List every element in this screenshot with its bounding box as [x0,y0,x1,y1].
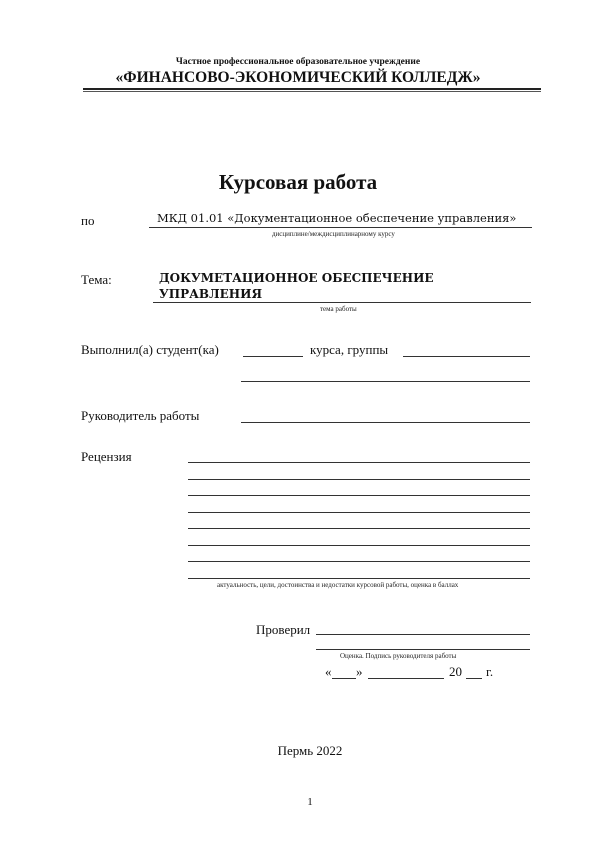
page-number: 1 [307,796,313,808]
discipline-value: МКД 01.01 «Документационное обеспечение управления» [157,211,517,225]
college-name: «ФИНАНСОВО-ЭКОНОМИЧЕСКИЙ КОЛЛЕДЖ» [115,69,481,86]
discipline-caption: дисциплине/междисциплинарному курсу [272,230,395,238]
topic-label: Тема: [81,272,112,287]
header-rule-thin [83,91,541,92]
topic-line-2: УПРАВЛЕНИЯ [159,287,263,301]
review-line [188,495,530,496]
student-label: Выполнил(а) студент(ка) [81,342,219,357]
review-line [188,462,530,463]
student-course-field [243,356,303,357]
year-prefix: 20 [449,664,462,679]
city-year: Пермь 2022 [277,743,343,758]
header-rule-thick [83,88,541,90]
topic-line-1: ДОКУМЕТАЦИОННОЕ ОБЕСПЕЧЕНИЕ [159,271,434,285]
supervisor-field [241,422,530,423]
course-group-label: курса, группы [310,342,389,357]
discipline-underline [149,227,532,228]
student-group-field [403,356,530,357]
checked-label: Проверил [256,622,311,637]
review-label: Рецензия [81,449,132,464]
date-close-quote: » [356,664,363,679]
topic-caption: тема работы [320,305,357,313]
student-name-field [241,381,530,382]
checked-signature-field [316,634,530,635]
date-month-field [368,678,444,679]
review-caption: актуальность, цели, достоинства и недостатки курсовой работы, оценка в баллах [217,581,459,589]
date-year-field [466,678,482,679]
grade-caption: Оценка. Подпись руководителя работы [340,652,457,660]
review-line [188,512,530,513]
discipline-label: по [81,213,95,228]
date-day-field [332,678,356,679]
grade-signature-field [316,649,530,650]
document-title: Курсовая работа [218,170,378,194]
year-suffix: г. [486,664,494,679]
institution-type: Частное профессиональное образовательное учреждение [175,57,421,67]
review-line [188,545,530,546]
topic-underline [153,302,531,303]
review-line [188,561,530,562]
review-line [188,479,530,480]
date-open-quote: « [325,664,332,679]
supervisor-label: Руководитель работы [81,408,200,423]
review-line [188,528,530,529]
review-line [188,578,530,579]
